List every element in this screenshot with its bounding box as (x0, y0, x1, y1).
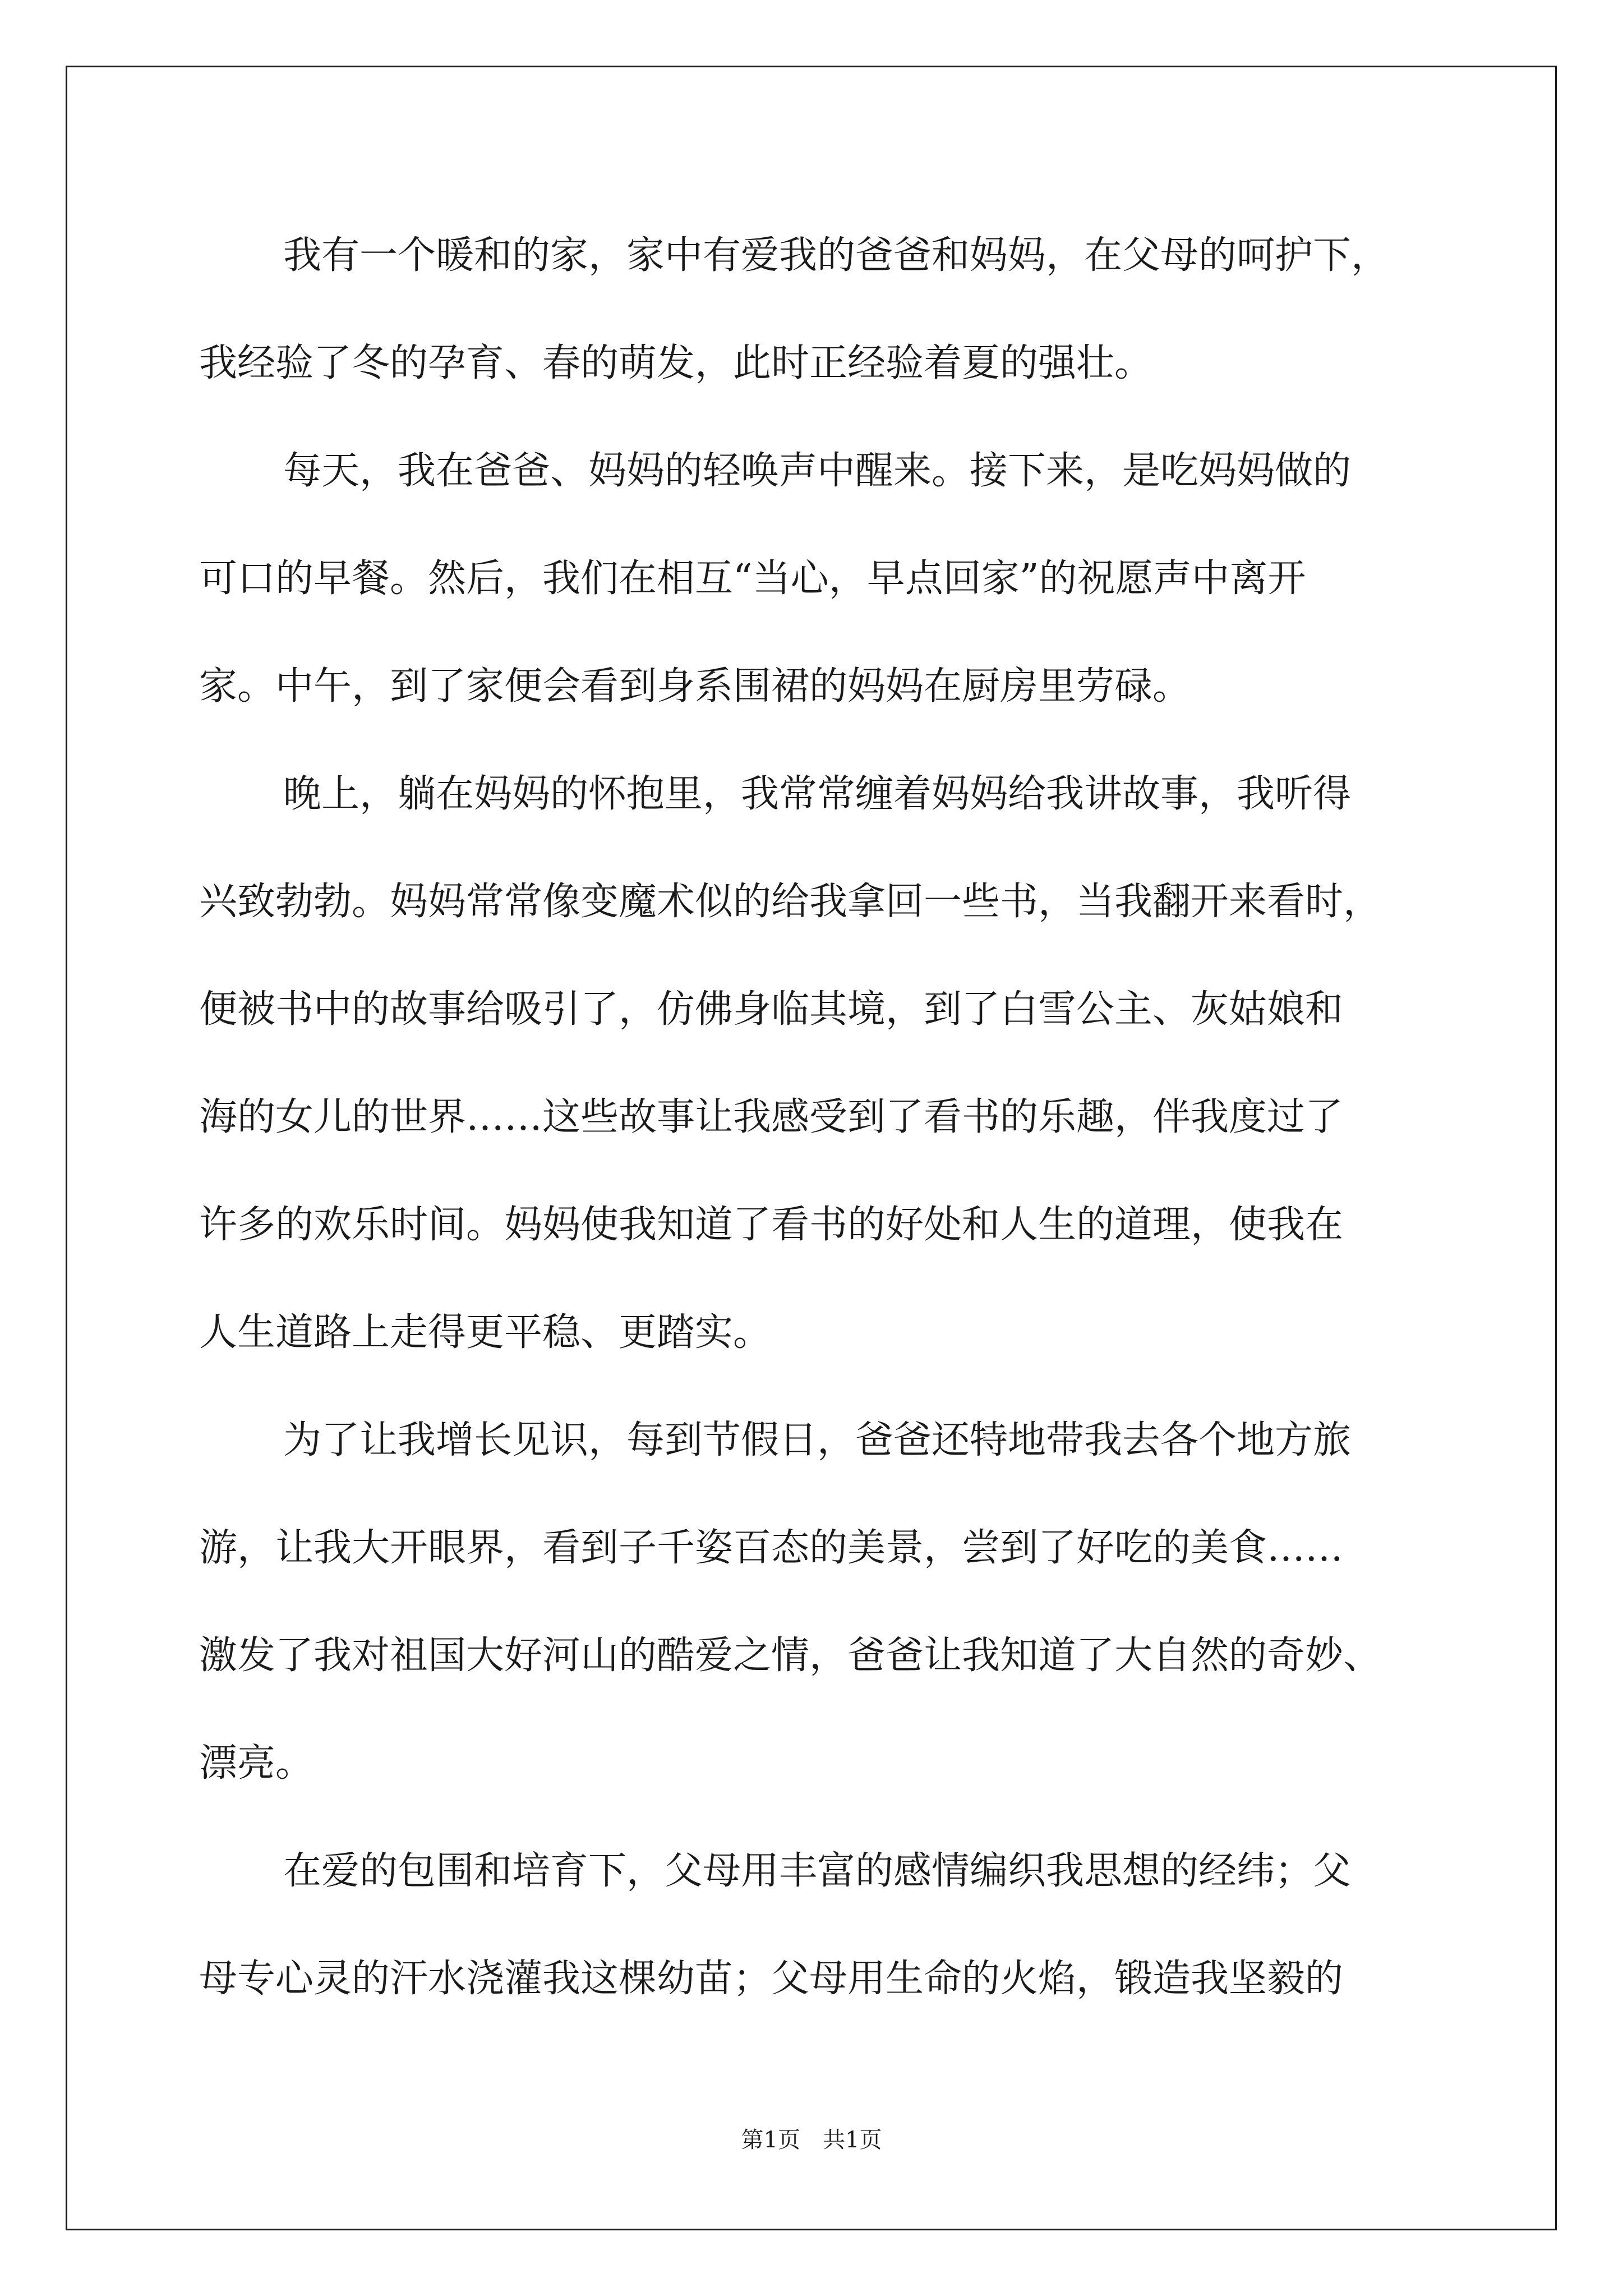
text-line: 游，让我大开眼界，看到子千姿百态的美景，尝到了好吃的美食…… (199, 1526, 1344, 1570)
text-line: 我有一个暖和的家，家中有爱我的爸爸和妈妈，在父母的呵护下， (283, 233, 1390, 278)
document-body (199, 202, 1433, 2033)
text-line: 激发了我对祖国大好河山的酷爱之情，爸爸让我知道了大自然的奇妙、 (199, 1634, 1382, 1678)
text-line: 母专心灵的汗水浇灌我这棵幼苗；父母用生命的火焰，锻造我坚毅的 (199, 1957, 1344, 2001)
text-line: 许多的欢乐时间。妈妈使我知道了看书的好处和人生的道理，使我在 (199, 1203, 1344, 1247)
text-line: 为了让我增长见识，每到节假日，爸爸还特地带我去各个地方旅 (283, 1418, 1352, 1462)
text-line: 家。中午，到了家便会看到身系围裙的妈妈在厨房里劳碌。 (199, 664, 1191, 708)
text-line: 在爱的包围和培育下，父母用丰富的感情编织我思想的经纬；父 (283, 1849, 1352, 1893)
text-line: 可口的早餐。然后，我们在相互“当心，早点回家”的祝愿声中离开 (199, 556, 1306, 601)
text-line: 便被书中的故事给吸引了，仿佛身临其境，到了白雪公主、灰姑娘和 (199, 987, 1344, 1032)
text-line: 每天，我在爸爸、妈妈的轻唤声中醒来。接下来，是吃妈妈做的 (283, 449, 1352, 493)
text-line: 我经验了冬的孕育、春的萌发，此时正经验着夏的强壮。 (199, 341, 1153, 385)
page-footer: 第1页 共1页 (741, 2127, 882, 2153)
text-line: 漂亮。 (199, 1741, 314, 1786)
text-line: 人生道路上走得更平稳、更踏实。 (199, 1310, 772, 1355)
text-line: 兴致勃勃。妈妈常常像变魔术似的给我拿回一些书，当我翻开来看时， (199, 880, 1382, 924)
text-line: 海的女儿的世界……这些故事让我感受到了看书的乐趣，伴我度过了 (199, 1095, 1344, 1139)
text-line: 晚上，躺在妈妈的怀抱里，我常常缠着妈妈给我讲故事，我听得 (283, 772, 1352, 816)
